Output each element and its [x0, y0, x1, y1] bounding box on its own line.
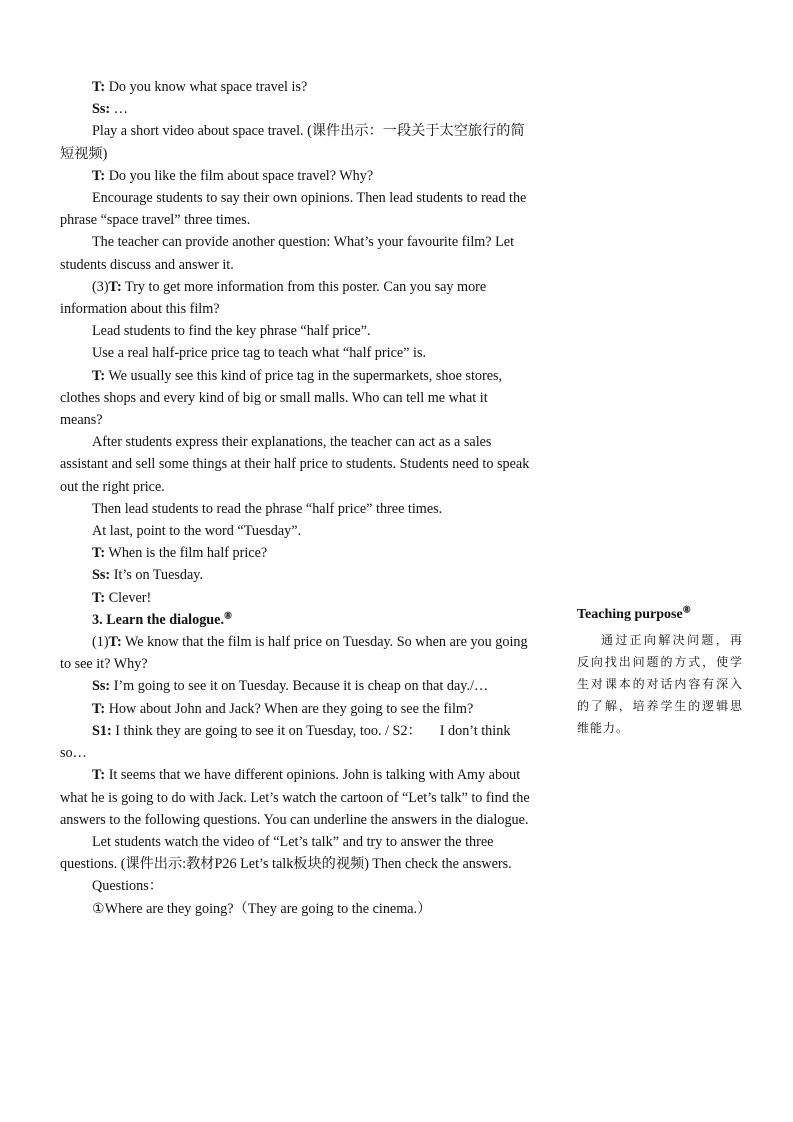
section-heading: 3. Learn the dialogue.⑧ — [92, 610, 233, 628]
line-1: T: Do you know what space travel is? — [92, 79, 308, 95]
line-24: Questions： — [92, 878, 163, 895]
line-4: T: Do you like the film about space travel? Why? — [92, 167, 374, 184]
line-11: After students express their explanations, the teacher can act as a sales assistant and sell some things at their half price to students. Students need to speak out the right price. — [60, 434, 530, 495]
line-22: T: It seems that we have different opinions. John is talking with Amy about what he is going to do with Jack. Let’s watch the cartoon of “Let’s talk” to find the answers to the following questions. You can underline the answers in the dialogue. — [60, 767, 530, 828]
line-6: The teacher can provide another question: What’s your favourite film? Let students discuss and answer it. — [60, 234, 515, 273]
line-7: (3)T: Try to get more information from this poster. Can you say more information about this film? — [60, 278, 487, 318]
teaching-purpose-note — [577, 605, 743, 739]
line-19: Ss: I’m going to see it on Tuesday. Because it is cheap on that day./… — [92, 678, 489, 695]
line-15: Ss: It’s on Tuesday. — [92, 567, 204, 584]
line-8: Lead students to find the key phrase “half price”. — [92, 323, 371, 340]
teaching-purpose-title: Teaching purpose⑧ — [577, 604, 691, 622]
teaching-purpose-text: 通过正向解决问题，再反向找出问题的方式，使学生对课本的对话内容有深入的了解，培养学生的逻辑思维能力。 — [577, 633, 743, 735]
footnote-mark: ⑧ — [224, 610, 233, 621]
line-13: At last, point to the word “Tuesday”. — [92, 523, 302, 540]
line-10: T: We usually see this kind of price tag in the supermarkets, shoe stores, clothes shops and every kind of big or small malls. Who can tell me what it means? — [60, 367, 503, 429]
line-3: Play a short video about space travel. (课件出示：一段关于太空旅行的简短视频) — [60, 123, 525, 162]
line-14: T: When is the film half price? — [92, 545, 268, 562]
line-9: Use a real half-price price tag to teach what “half price” is. — [92, 345, 427, 362]
line-20: T: How about John and Jack? When are they going to see the film? — [92, 700, 474, 717]
line-12: Then lead students to read the phrase “half price” three times. — [92, 500, 443, 517]
footnote-mark: ⑧ — [682, 604, 691, 615]
line-25: ①Where are they going?（They are going to the cinema.） — [92, 900, 432, 917]
line-23: Let students watch the video of “Let’s talk” and try to answer the three questions. (课件出示:教材P26 Let’s talk板块的视频) Then check the answers. — [60, 833, 512, 873]
line-16: T: Clever! — [92, 589, 152, 606]
line-5: Encourage students to say their own opinions. Then lead students to read the phrase “space travel” three times. — [60, 190, 527, 229]
lesson-plan-body — [60, 76, 532, 920]
line-21: S1: I think they are going to see it on Tuesday, too. / S2： I don’t think so… — [60, 722, 511, 762]
line-2: Ss: … — [92, 101, 128, 118]
line-18: (1)T: We know that the film is half price on Tuesday. So when are you going to see it? Why? — [60, 634, 528, 673]
